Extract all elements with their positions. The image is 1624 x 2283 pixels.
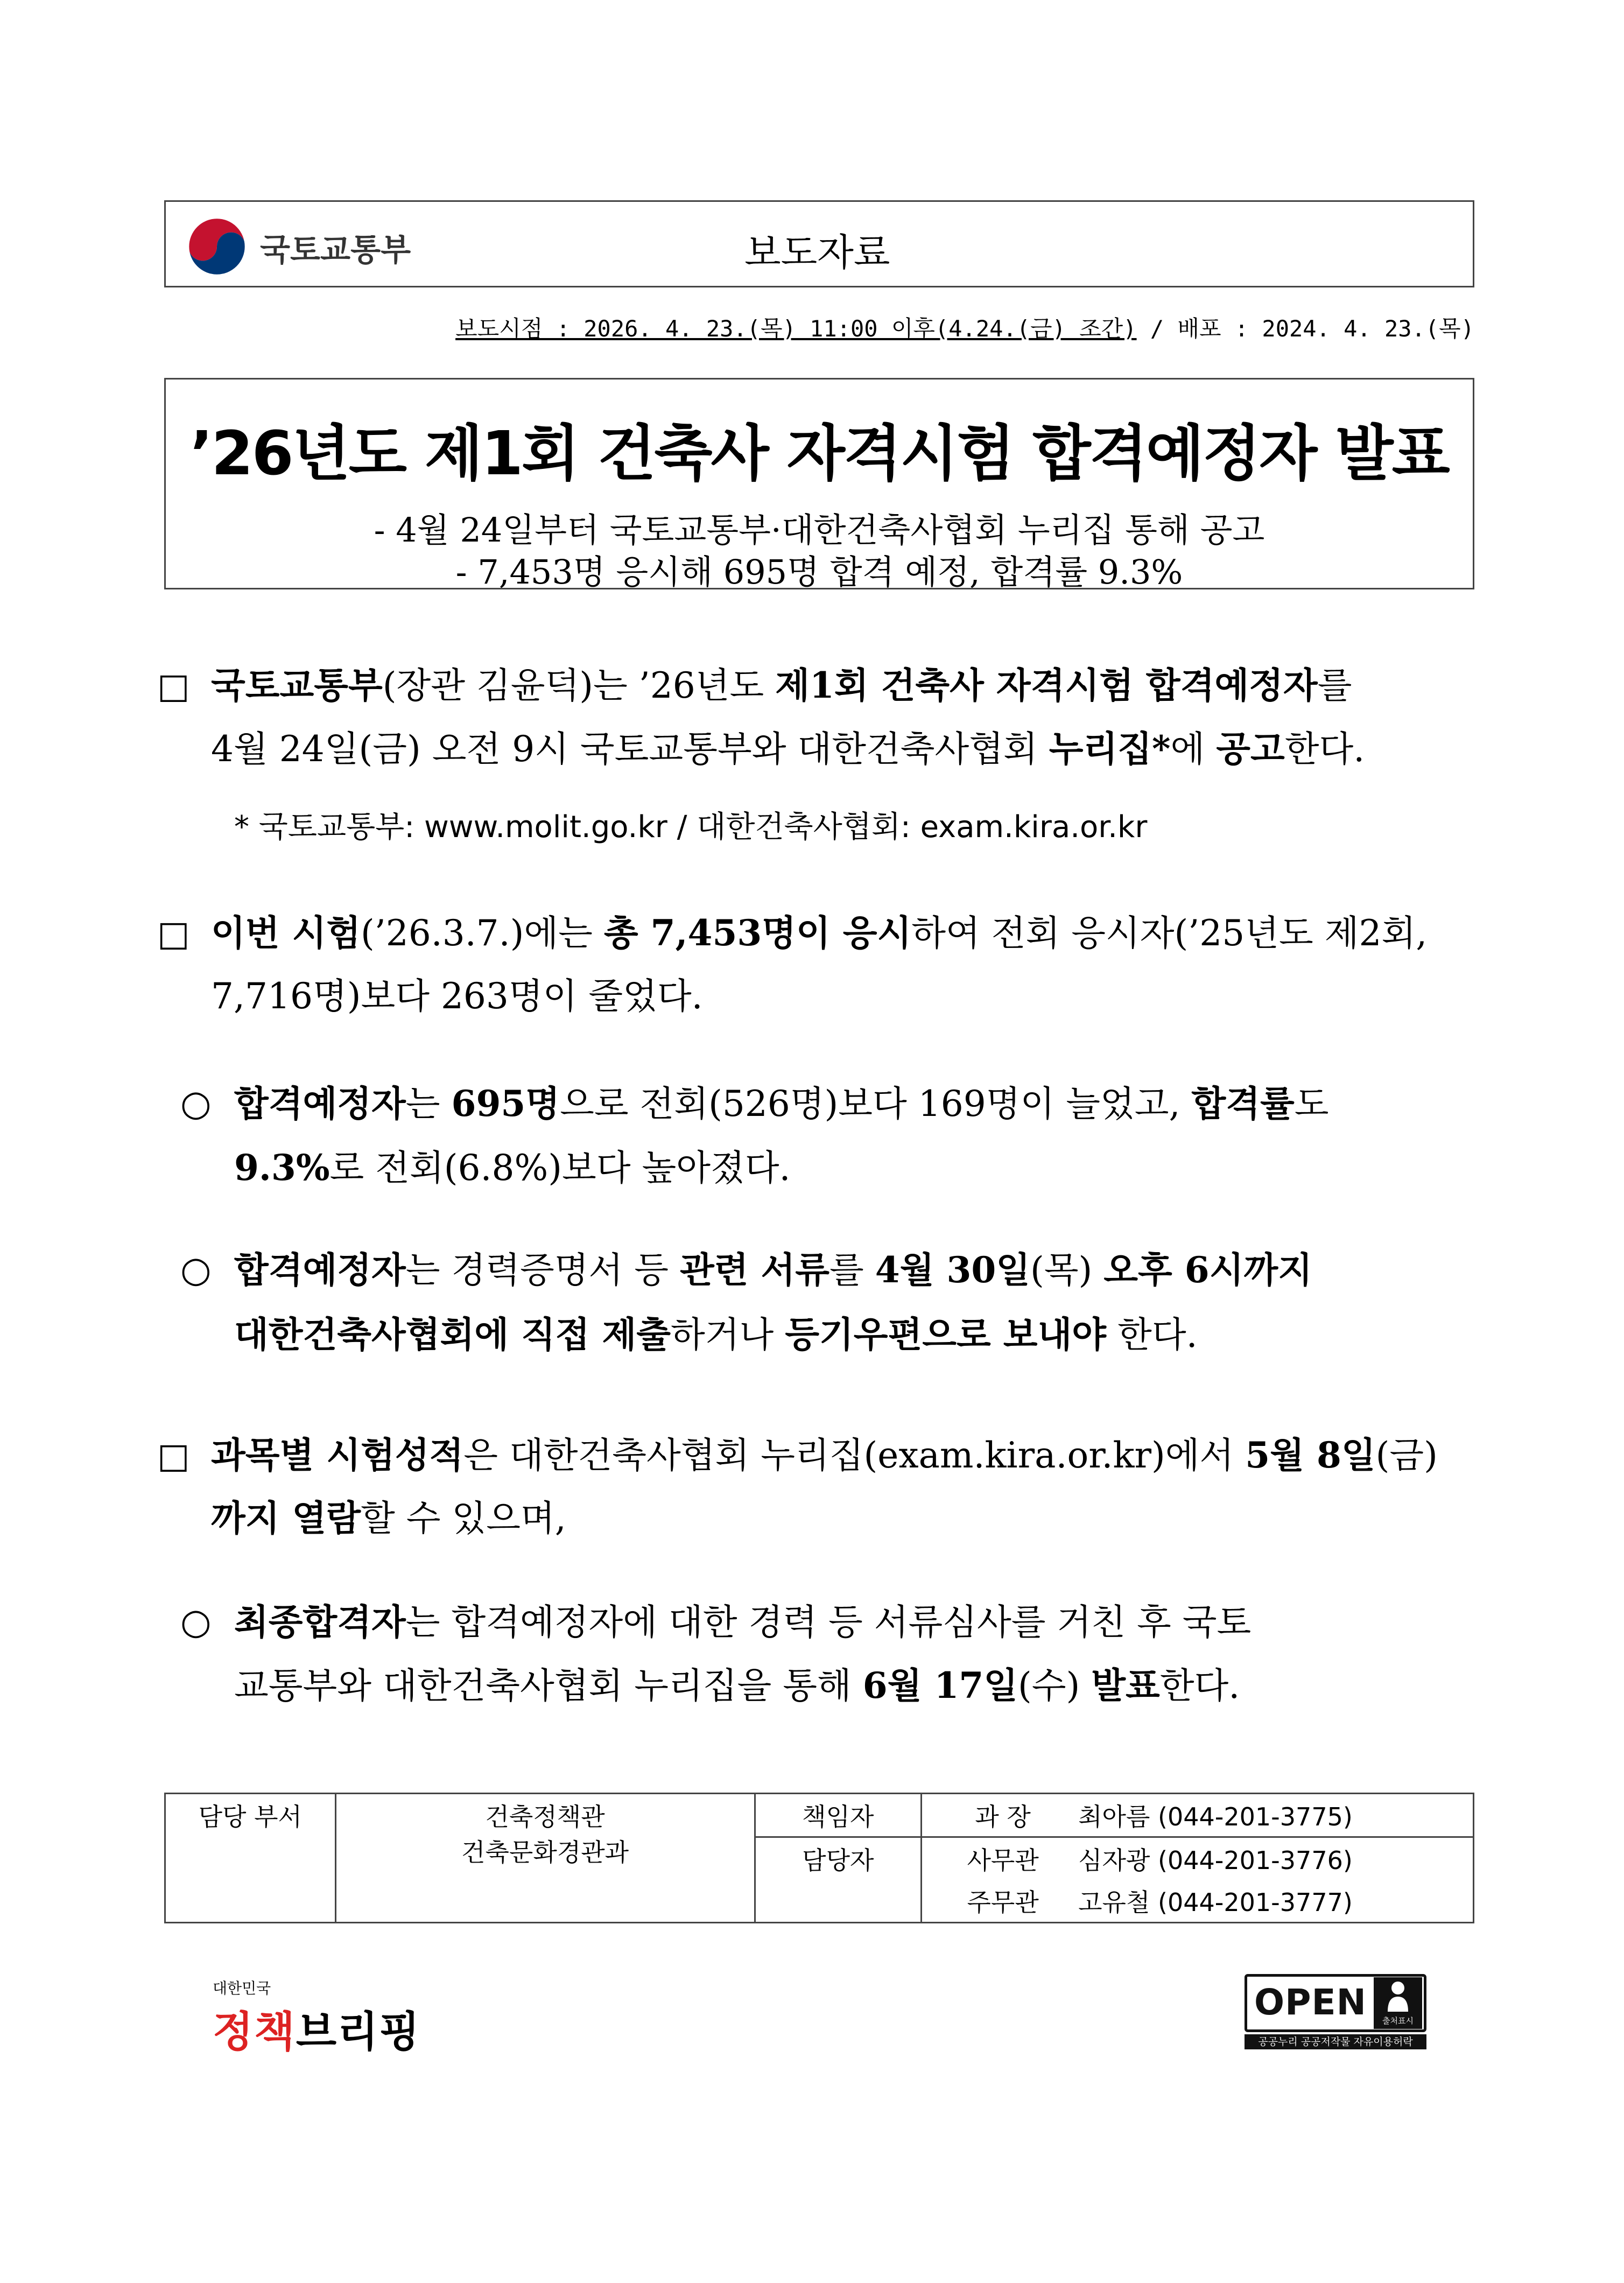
contact-person-cell (922, 1794, 1474, 1837)
title-box (164, 378, 1474, 592)
text-bold: 6월 17일 (862, 1664, 1018, 1706)
text-bold: 까지 열람 (211, 1497, 361, 1539)
text: 할 수 있으며, (361, 1498, 566, 1539)
text: 한다. (1284, 728, 1365, 770)
paragraph-5-line-1 (211, 1434, 1438, 1476)
text: 는 (405, 1083, 452, 1125)
text: 하거나 (671, 1314, 785, 1355)
circle-bullet: ○ (180, 1249, 212, 1290)
box-bullet: □ (157, 666, 190, 706)
contact-person-cell (922, 1837, 1474, 1923)
text: 로 전회(6.8%)보다 높아졌다. (329, 1147, 791, 1189)
paragraph-4-line-1 (234, 1249, 1312, 1291)
contact-title: 과 장 (975, 1802, 1031, 1831)
dept-label: 담당 부서 (165, 1794, 336, 1923)
text: 4월 24일 (211, 728, 359, 770)
contact-person: 심자광 (044-201-3776) (1078, 1846, 1353, 1875)
text: 는 합격예정자에 대한 경력 등 서류심사를 거친 후 국토 (405, 1601, 1252, 1643)
subtitle-2: - 7,453명 응시해 695명 합격 예정, 합격률 9.3% (455, 552, 1183, 592)
box-bullet: □ (157, 1436, 190, 1476)
role-staff: 담당자 (755, 1837, 922, 1923)
text-bold: 4월 30일 (875, 1249, 1031, 1291)
dept-name-2: 건축문화경관과 (461, 1838, 629, 1867)
document-type: 보도자료 (744, 230, 890, 275)
text-bold: 대한건축사협회에 직접 제출 (234, 1313, 671, 1355)
contact-person: 최아름 (044-201-3775) (1078, 1802, 1353, 1831)
open-badge-label: 출처표시 (1382, 2016, 1414, 2026)
briefing-logo-small: 대한민국 (213, 1979, 271, 1997)
distribution-date: 배포 : 2024. 4. 23.(목) (1177, 315, 1474, 342)
government-emblem-icon (187, 217, 247, 276)
text: 하여 전회 응시자(’25년도 제2회, (911, 912, 1428, 954)
paragraph-6-line-1 (234, 1601, 1252, 1643)
table-row (165, 1794, 1474, 1837)
policy-briefing-logo (213, 1977, 421, 2059)
text: 교통부와 대한건축사협회 누리집을 통해 (234, 1665, 863, 1706)
paragraph-4-line-2 (234, 1313, 1198, 1355)
text-bold: 합격예정자 (234, 1083, 406, 1125)
text: (금) (1375, 1435, 1438, 1476)
dept-cell (335, 1794, 755, 1923)
subtitle-1: - 4월 24일부터 국토교통부·대한건축사협회 누리집 통해 공고 (374, 510, 1265, 550)
text-bold: 제1회 건축사 자격시험 합격예정자 (775, 664, 1318, 706)
text-bold: 국토교통부 (211, 664, 383, 706)
text: 를 (1317, 665, 1352, 706)
text-bold: 오후 6시까지 (1103, 1249, 1312, 1291)
contact-title: 주무관 (967, 1888, 1039, 1917)
text: 으로 전회(526명)보다 169명이 늘었고, (560, 1083, 1192, 1125)
text-bold: 합격예정자 (234, 1249, 406, 1291)
contact-title: 사무관 (967, 1846, 1039, 1875)
open-license-badge (1245, 1974, 1426, 2049)
footnote: * 국토교통부: www.molit.go.kr / 대한건축사협회: exam.kira.or.kr (234, 810, 1148, 845)
briefing-logo-red: 정책 (213, 2008, 296, 2056)
open-badge-figure (1374, 1977, 1422, 2029)
text-bold: 총 7,453명이 응시 (603, 912, 912, 954)
text: 한다. (1159, 1665, 1240, 1706)
text: (목) (1030, 1249, 1104, 1291)
text-bold: 5월 8일 (1245, 1434, 1376, 1476)
person-icon (1386, 1980, 1410, 2013)
release-separator: / (1136, 315, 1178, 342)
text: (장관 김윤덕)는 ’26년도 (382, 665, 776, 706)
header-box (164, 200, 1474, 287)
text: 를 (829, 1249, 875, 1291)
paragraph-1-line-1 (211, 664, 1352, 706)
text-bold: 과목별 시험성적 (211, 1434, 464, 1476)
open-badge-text: OPEN (1254, 1982, 1367, 2023)
paragraph-6-line-2 (234, 1664, 1240, 1706)
text-bold: 발표 (1091, 1664, 1160, 1706)
briefing-logo-text (213, 1998, 421, 2059)
page-title: ’26년도 제1회 건축사 자격시험 합격예정자 발표 (190, 419, 1449, 489)
text-bold: 등기우편으로 보내야 (785, 1313, 1107, 1355)
text: 은 대한건축사협회 누리집(exam.kira.or.kr)에서 (463, 1435, 1246, 1476)
paragraph-5-line-2 (211, 1497, 566, 1539)
text: 에 (1170, 728, 1217, 770)
text: (수) (1018, 1665, 1092, 1706)
paragraph-2-line-2: 7,716명)보다 263명이 줄었다. (211, 975, 703, 1017)
text-bold: 이번 시험 (211, 912, 361, 954)
role-lead: 책임자 (755, 1794, 922, 1837)
release-info (455, 311, 1474, 343)
contact-person: 고유철 (044-201-3777) (1078, 1888, 1353, 1917)
text-bold: 공고 (1216, 728, 1285, 770)
circle-bullet: ○ (180, 1601, 212, 1642)
text-bold: 관련 서류 (680, 1249, 830, 1291)
text-bold: 695명 (451, 1083, 560, 1125)
text-bold: 최종합격자 (234, 1601, 406, 1643)
paragraph-1-line-2 (211, 728, 1365, 770)
contact-table (164, 1793, 1474, 1923)
briefing-logo-black: 브리핑 (296, 2008, 421, 2056)
paragraph-3-line-2 (234, 1147, 791, 1189)
text-bold: 누리집* (1049, 728, 1171, 770)
dept-name-1: 건축정책관 (485, 1802, 605, 1831)
text: 한다. (1106, 1314, 1198, 1355)
text-bold: 9.3% (234, 1147, 330, 1189)
text: 도 (1294, 1083, 1329, 1125)
text: (’26.3.7.)에는 (361, 912, 604, 954)
ministry-name: 국토교통부 (260, 231, 411, 268)
circle-bullet: ○ (180, 1083, 212, 1124)
text: 는 경력증명서 등 (405, 1249, 680, 1291)
open-badge-caption: 공공누리 공공저작물 자유이용허락 (1245, 2034, 1426, 2049)
box-bullet: □ (157, 914, 190, 954)
text-bold: 합격률 (1191, 1083, 1295, 1125)
text: (금) 오전 9시 국토교통부와 대한건축사협회 (358, 728, 1049, 770)
embargo-time: 보도시점 : 2026. 4. 23.(목) 11:00 이후(4.24.(금) 조간) (455, 315, 1137, 342)
paragraph-2-line-1 (211, 912, 1428, 954)
paragraph-3-line-1 (234, 1083, 1329, 1125)
